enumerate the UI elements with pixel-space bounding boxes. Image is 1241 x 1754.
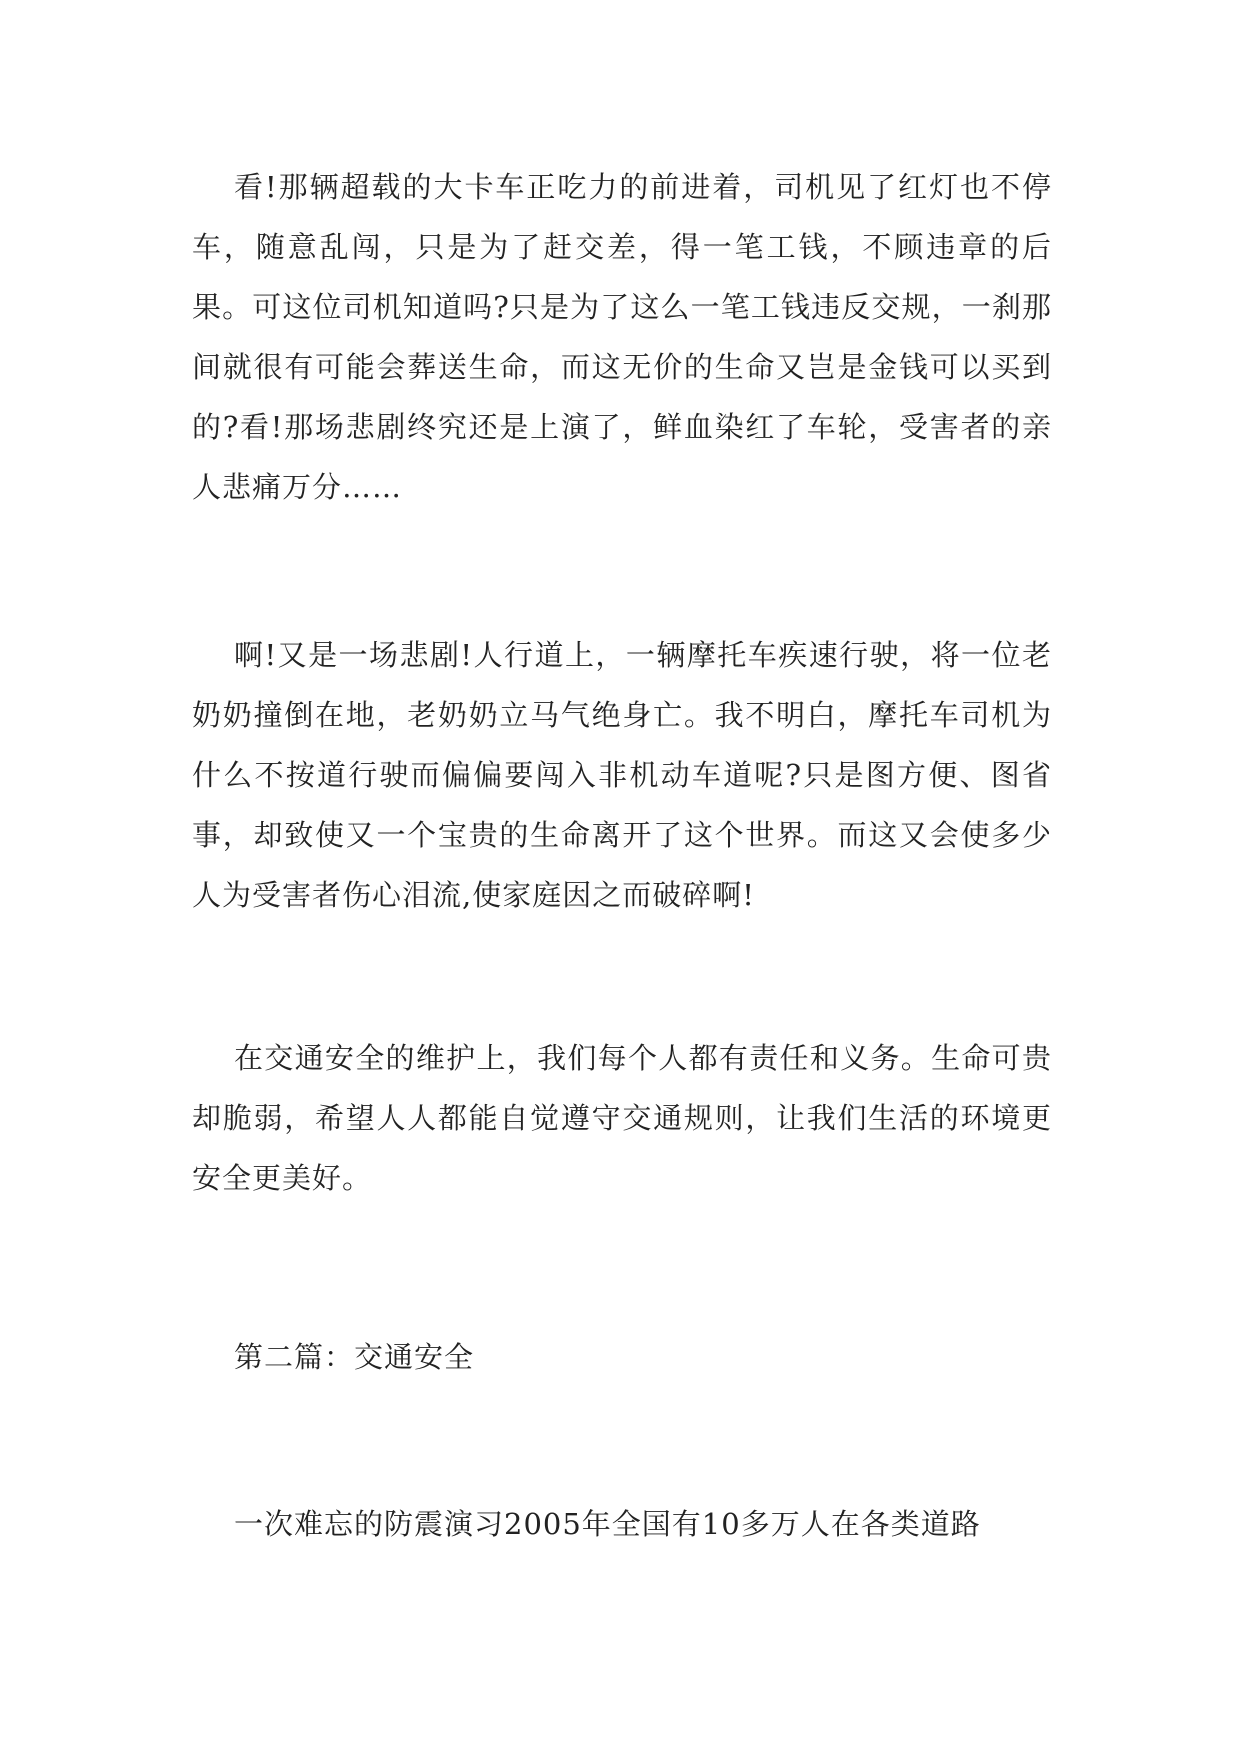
paragraph-motorcycle-accident: 啊!又是一场悲剧!人行道上，一辆摩托车疾速行驶，将一位老奶奶撞倒在地，老奶奶立马气绝身亡。我不明白，摩托车司机为什么不按道行驶而偏偏要闯入非机动车道呢?只是图方便、图省事，却致使又一个宝贵的生命离开了这个世界。而这又会使多少人为受害者伤心泪流,使家庭因之而破碎啊! <box>192 638 1052 912</box>
paragraph-truck-accident: 看!那辆超载的大卡车正吃力的前进着，司机见了红灯也不停车，随意乱闯，只是为了赶交差，得一笔工钱，不顾违章的后果。可这位司机知道吗?只是为了这么一笔工钱违反交规，一刹那间就很有可能会葬送生命，而这无价的生命又岂是金钱可以买到的?看!那场悲剧终究还是上演了，鲜血染红了车轮，受害者的亲人悲痛万分…… <box>192 170 1052 504</box>
paragraph-earthquake-drill: 一次难忘的防震演习2005年全国有10多万人在各类道路 <box>234 1507 981 1541</box>
paragraph-traffic-responsibility: 在交通安全的维护上，我们每个人都有责任和义务。生命可贵却脆弱，希望人人都能自觉遵守交通规则，让我们生活的环境更安全更美好。 <box>192 1041 1052 1195</box>
section-heading: 第二篇：交通安全 <box>234 1340 475 1374</box>
